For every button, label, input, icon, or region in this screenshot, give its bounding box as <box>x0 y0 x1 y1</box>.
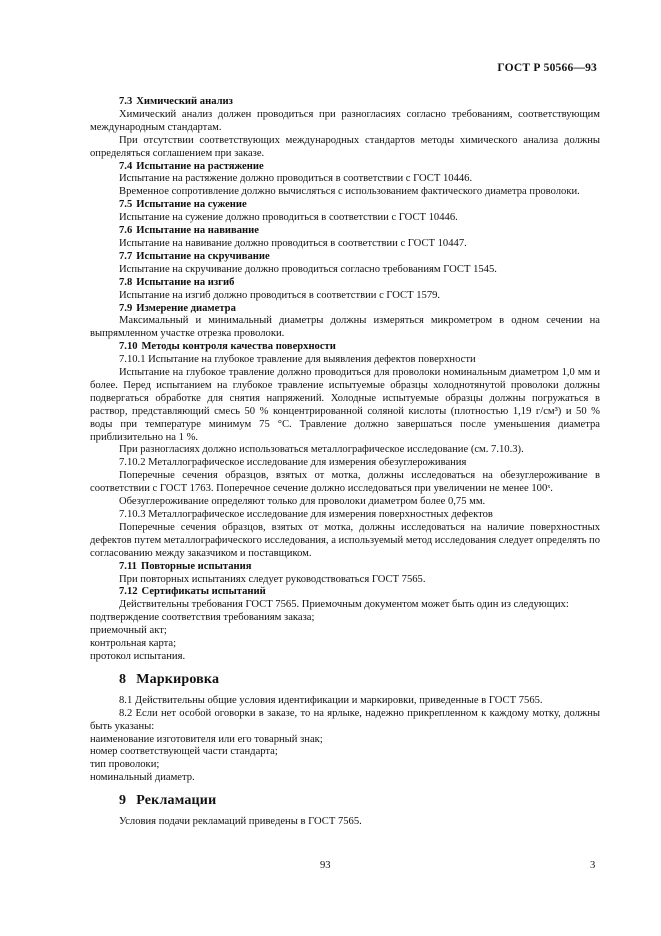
subsection-title: Методы контроля качества поверхности <box>141 341 336 353</box>
subsection-title: Испытание на изгиб <box>136 276 235 288</box>
subsection-title: Испытание на навивание <box>136 225 259 237</box>
paragraph: 8.1 Действительны общие условия идентификации и маркировки, приведенные в ГОСТ 7565. <box>119 694 543 706</box>
paragraph: Поперечные сечения образцов, взятых от мотка, должны исследоваться на наличие поверхностных дефектов путем металлографического исследования, а используемый метод исследования следует определять по согласованию между заказчиком и поставщиком. <box>90 521 601 559</box>
subsection-heading <box>90 586 600 599</box>
subsection-title: Сертификаты испытаний <box>141 586 266 598</box>
paragraph: Испытание на изгиб должно проводиться в соответствии с ГОСТ 1579. <box>119 289 441 301</box>
subsection-heading <box>90 161 600 174</box>
list-item: подтверждение соответствия требованиям заказа; <box>90 612 315 624</box>
list-item: наименование изготовителя или его товарный знак; <box>90 733 323 745</box>
subsection-number: 7.8 <box>119 276 133 288</box>
paragraph: Максимальный и минимальный диаметры должны измеряться микрометром в одном сечении на выпрямленном участке отрезка проволоки. <box>90 315 600 340</box>
subsection-heading <box>90 225 600 238</box>
document-body <box>90 96 600 829</box>
page-number: 93 <box>320 860 331 871</box>
paragraph: Поперечные сечения образцов, взятых от мотка, должны исследоваться на обезуглероживание в соответствии с ГОСТ 1763. Поперечное сечение должно исследоваться при увеличении не менее 100ˣ. <box>90 470 600 495</box>
section-title: Рекламации <box>136 793 217 809</box>
paragraph: Испытание на сужение должно проводиться в соответствии с ГОСТ 10446. <box>119 212 458 224</box>
subsection-number: 7.12 <box>119 586 138 598</box>
list-item: номер соответствующей части стандарта; <box>90 746 278 758</box>
paragraph: При отсутствии соответствующих международных стандартов методы химического анализа должны определяться соглашением при заказе. <box>90 134 600 159</box>
sheet-number: 3 <box>590 860 596 871</box>
section-heading <box>90 671 600 687</box>
subsection-number: 7.5 <box>119 199 133 211</box>
subsection-heading <box>90 251 600 264</box>
paragraph: 7.10.2 Металлографическое исследование для измерения обезуглероживания <box>119 457 467 469</box>
subsection-title: Испытание на сужение <box>136 199 247 211</box>
subsection-number: 7.10 <box>119 341 138 353</box>
subsection-title: Испытание на скручивание <box>136 250 270 262</box>
subsection-title: Измерение диаметра <box>136 302 236 314</box>
paragraph: Действительны требования ГОСТ 7565. Приемочным документом может быть один из следующих: <box>119 599 569 611</box>
section-title: Маркировка <box>136 671 220 687</box>
paragraph: При разногласиях должно использоваться металлографическое исследование (см. 7.10.3). <box>119 444 524 456</box>
paragraph: Испытание на глубокое травление должно проводиться для проволоки номинальным диаметром 1,0 мм и более. Перед испытанием на глубокое травление испытуемые образцы холоднотянутой проволоки должны подвергаться обработке для снятия напряжений. Холодные испытуемые образцы должны погружаться в раствор, представляющий смесь 50 % концентрированной соляной кислоты (плотностью 1,19 г/см³) и 50 % воды при температуре минимум 75 °С. Травление должно завершаться после уменьшения диаметра приблизительно на 1 %. <box>90 367 600 443</box>
subsection-number: 7.3 <box>119 96 133 107</box>
paragraph: Временное сопротивление должно вычисляться с использованием фактического диаметра проволоки. <box>119 186 580 198</box>
list-item: номинальный диаметр. <box>90 772 195 784</box>
list-item: приемочный акт; <box>90 625 167 637</box>
paragraph: 7.10.3 Металлографическое исследование для измерения поверхностных дефектов <box>119 509 493 520</box>
subsection-number: 7.6 <box>119 225 133 237</box>
paragraph: Химический анализ должен проводиться при разногласиях согласно требованиям, соответствующим международным стандартам. <box>90 108 600 133</box>
paragraph: 8.2 Если нет особой оговорки в заказе, то на ярлыке, надежно прикрепленном к каждому мотку, должны быть указаны: <box>90 707 600 732</box>
subsection-heading <box>90 341 600 354</box>
paragraph: При повторных испытаниях следует руководствоваться ГОСТ 7565. <box>119 573 426 585</box>
subsection-heading <box>90 561 600 574</box>
subsection-number: 7.11 <box>119 560 137 572</box>
paragraph: Испытание на растяжение должно проводиться в соответствии с ГОСТ 10446. <box>119 173 473 185</box>
subsection-title: Химический анализ <box>136 96 233 107</box>
paragraph: Обезуглероживание определяют только для проволоки диаметром более 0,75 мм. <box>119 496 486 508</box>
paragraph: Испытание на скручивание должно проводиться согласно требованиям ГОСТ 1545. <box>119 263 497 275</box>
subsection-number: 7.4 <box>119 160 133 172</box>
subsection-heading <box>90 277 600 290</box>
subsection-number: 7.7 <box>119 250 133 262</box>
list-item: контрольная карта; <box>90 638 177 650</box>
subsection-title: Испытание на растяжение <box>136 160 264 172</box>
subsection-number: 7.9 <box>119 302 133 314</box>
document-header: ГОСТ Р 50566—93 <box>497 62 597 74</box>
subsection-title: Повторные испытания <box>140 560 252 572</box>
list-item: протокол испытания. <box>90 650 186 662</box>
section-number: 8 <box>119 671 127 687</box>
subsection-heading <box>90 303 600 316</box>
paragraph: 7.10.1 Испытание на глубокое травление для выявления дефектов поверхности <box>119 354 476 366</box>
subsection-heading <box>90 199 600 212</box>
paragraph: Испытание на навивание должно проводиться в соответствии с ГОСТ 10447. <box>119 237 467 249</box>
paragraph: Условия подачи рекламаций приведены в ГОСТ 7565. <box>119 816 362 828</box>
subsection-heading <box>90 96 600 109</box>
section-heading <box>90 795 600 808</box>
section-number: 9 <box>119 793 127 809</box>
list-item: тип проволоки; <box>90 759 160 771</box>
